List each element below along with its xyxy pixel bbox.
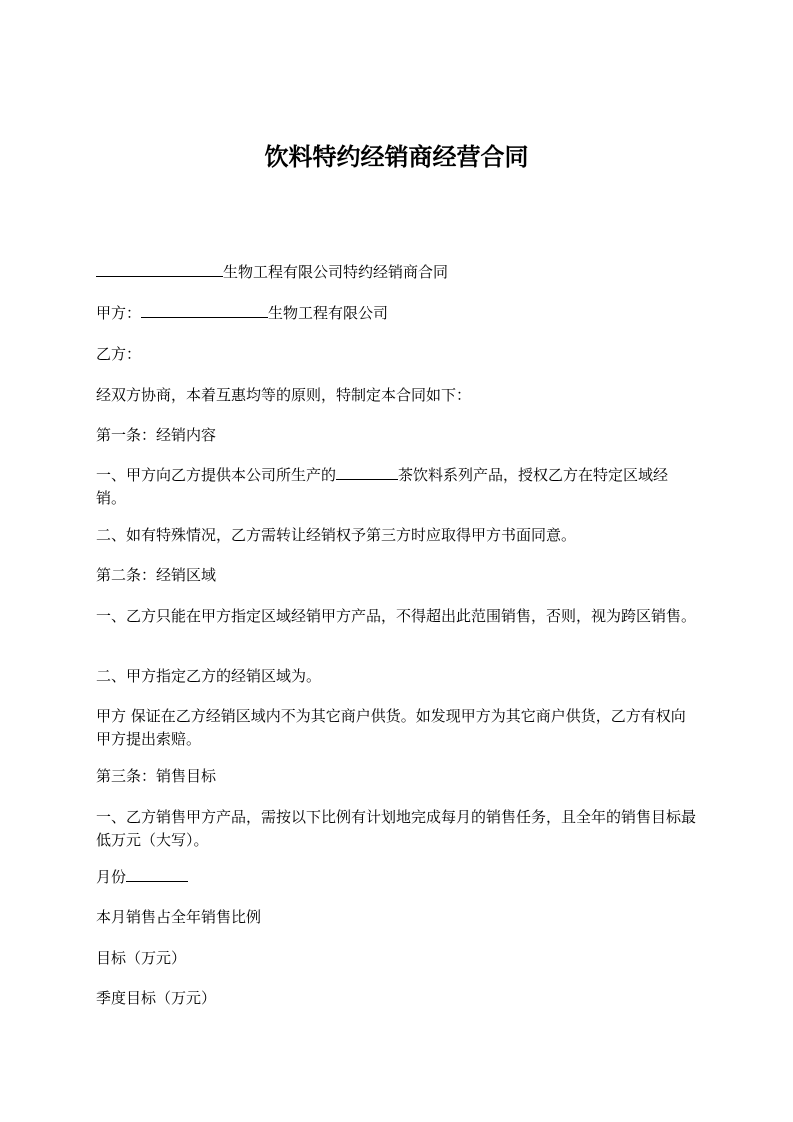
target-label: 目标（万元）	[96, 949, 187, 967]
month-line	[96, 866, 696, 889]
monthly-ratio-label: 本月销售占全年销售比例	[96, 908, 262, 926]
article-1-heading: 第一条：经销内容	[96, 426, 217, 444]
blank-company-name	[96, 262, 223, 277]
month-label: 月份	[96, 868, 127, 886]
contract-heading-line	[96, 261, 696, 284]
article-2-heading: 第二条：经销区域	[96, 566, 217, 584]
clause-text-prefix: 一、甲方向乙方提供本公司所生产的	[96, 466, 337, 484]
party-a-text: 生物工程有限公司	[268, 304, 389, 322]
party-a-label: 甲方：	[96, 304, 142, 322]
article-2-clause-3: 甲方 保证在乙方经销区域内不为其它商户供货。如发现甲方为其它商户供货，乙方有权向甲方提出索赔。	[96, 707, 686, 748]
blank-party-a-name	[141, 303, 268, 318]
blank-month	[126, 867, 188, 882]
document-title: 饮料特约经销商经营合同	[264, 143, 529, 171]
article-1-clause-2: 二、如有特殊情况，乙方需转让经销权予第三方时应取得甲方书面同意。	[96, 526, 577, 544]
clause-text-suffix: 茶饮料系列产品，授权乙方在特定区域经销。	[96, 466, 669, 507]
article-2-clause-1: 一、乙方只能在甲方指定区域经销甲方产品，不得超出此范围销售，否则，视为跨区销售。	[96, 607, 697, 625]
article-2-clause-2: 二、甲方指定乙方的经销区域为。	[96, 667, 322, 685]
article-3-heading: 第三条：销售目标	[96, 767, 217, 785]
preamble: 经双方协商，本着互惠均等的原则，特制定本合同如下：	[96, 386, 472, 404]
article-3-clause-1: 一、乙方销售甲方产品，需按以下比例有计划地完成每月的销售任务，且全年的销售目标最低万元（大写）。	[96, 808, 697, 849]
quarter-target-label: 季度目标（万元）	[96, 989, 217, 1007]
party-a-line	[96, 302, 696, 325]
party-b-line: 乙方：	[96, 345, 142, 363]
blank-product-name	[336, 465, 398, 480]
contract-heading-text: 生物工程有限公司特约经销商合同	[223, 263, 449, 281]
article-1-clause-1	[96, 464, 696, 510]
